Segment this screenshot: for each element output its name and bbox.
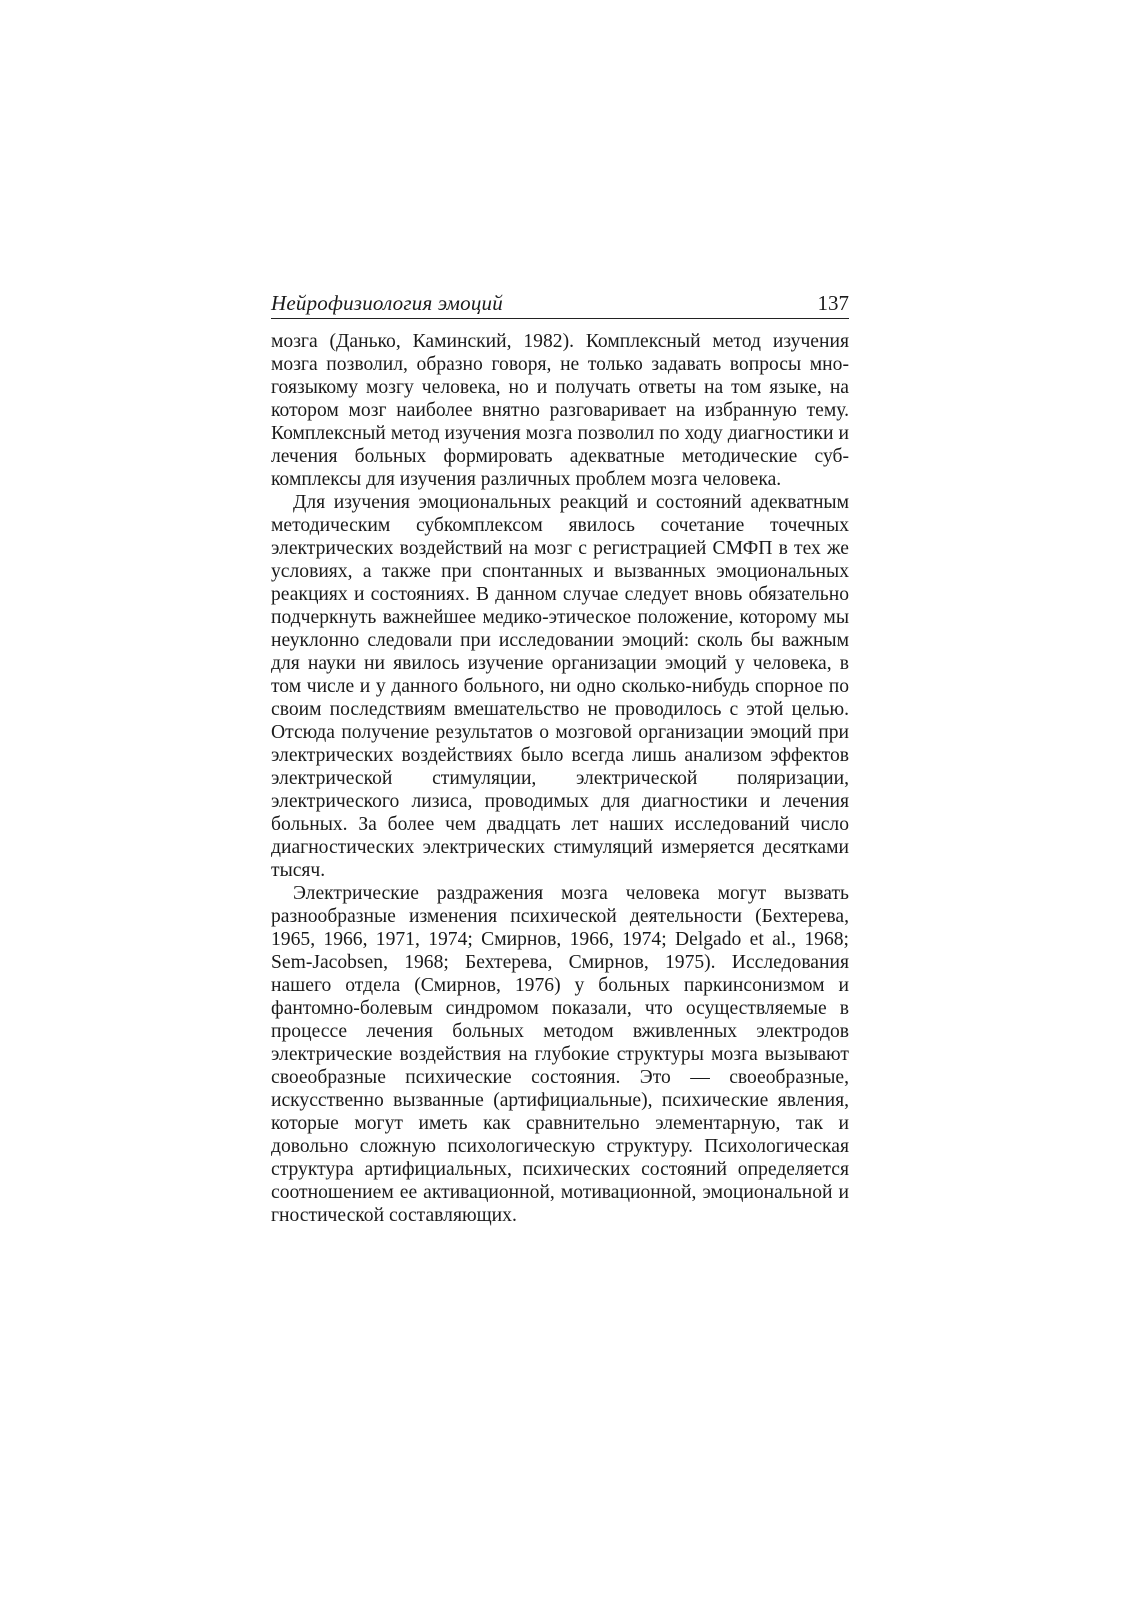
body-text bbox=[271, 330, 849, 1227]
running-title: Нейрофизиология эмоций bbox=[271, 291, 503, 315]
page-number: 137 bbox=[817, 291, 849, 315]
running-header bbox=[271, 288, 849, 319]
paragraph-continuation: мозга (Данько, Каминский, 1982). Комплексный метод изучения мозга позволил, образно говоря, не только задавать вопросы многоязыкому мозгу человека, но и получать ответы на том языке, на котором мозг наиболее внятно разговаривает на избранную тему. Комплексный метод изучения мозга позволил по ходу диагностики и лечения больных формировать адекватные методические субкомплексы для изучения различных проблем мозга человека. bbox=[271, 331, 849, 490]
paragraph-artificial-states: Электрические раздражения мозга человека могут вызвать разнообразные изменения психической деятельности (Бехтерева, 1965, 1966, 1971, 1974; Смирнов, 1966, 1974; Delgado et al., 1968; Sem-Jacobsen, 1968; Бехтерева, Смирнов, 1975). Исследования нашего отдела (Смирнов, 1976) у больных паркинсонизмом и фантомно-болевым синдромом показали, что осуществляемые в процессе лечения больных методом вживленных электродов электрические воздействия на глубокие структуры мозга вызывают своеобразные психические состояния. Это — своеобразные, искусственно вызванные (артифициальные), психические явления, которые могут иметь как сравнительно элементарную, так и довольно сложную психологическую структуру. Психологическая структура артифициальных, психических состояний определяется соотношением ее активационной, мотивационной, эмоциональной и гностической составляющих. bbox=[271, 883, 849, 1226]
book-page bbox=[271, 288, 849, 1227]
paragraph-electrical-stimulation: Для изучения эмоциональных реакций и состояний адекватным методическим субкомплексом явилось сочетание точечных электрических воздействий на мозг с регистрацией СМФП в тех же условиях, а также при спонтанных и вызванных эмоциональных реакциях и состояниях. В данном случае следует вновь обязательно подчеркнуть важнейшее медико-этическое положение, которому мы неуклонно следовали при исследовании эмоций: сколь бы важным для науки ни явилось изучение организации эмоций у человека, в том числе и у данного больного, ни одно сколько-нибудь спорное по своим последствиям вмешательство не проводилось с этой целью. Отсюда получение результатов о мозговой организации эмоций при электрических воздействиях было всегда лишь анализом эффектов электрической стимуляции, электрической поляризации, электрического лизиса, проводимых для диагностики и лечения больных. За более чем двадцать лет наших исследований число диагностических электрических стимуляций измеряется десятками тысяч. bbox=[271, 492, 849, 881]
